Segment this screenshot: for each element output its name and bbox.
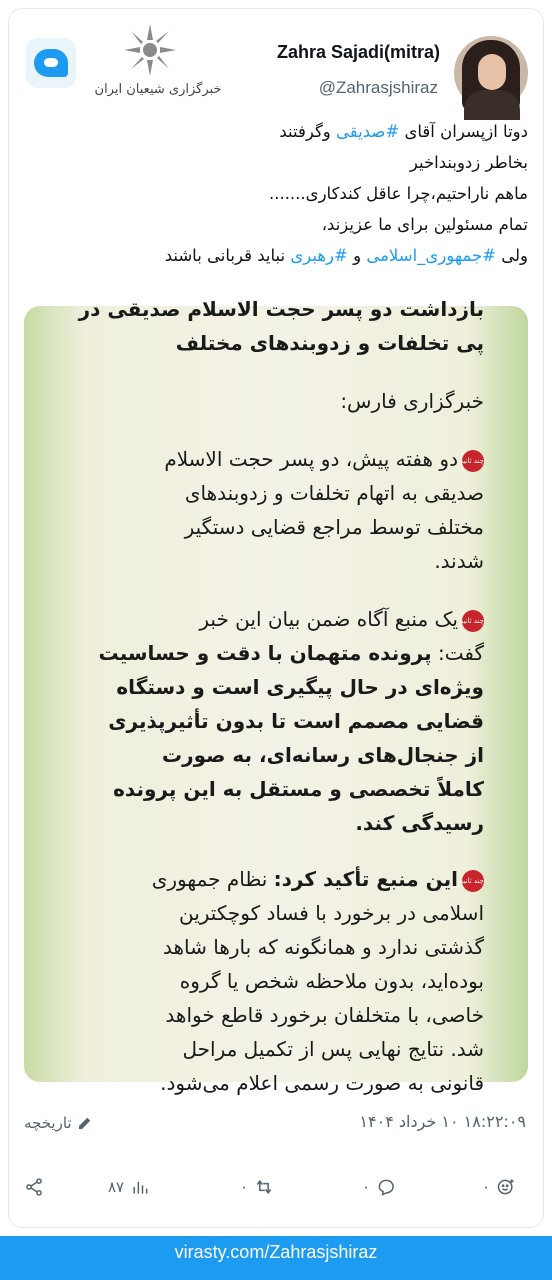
image-paragraph-3 — [68, 862, 484, 1100]
tweet-text — [24, 116, 528, 271]
paragraph-line: از جنجال‌های رسانه‌ای، به صورت — [161, 743, 484, 767]
tweet-text-segment: تمام مسئولین برای ما عزیزند، — [321, 215, 528, 234]
retweet-button[interactable] — [240, 1172, 274, 1202]
tweet-text-segment: نباید قربانی باشند — [164, 246, 291, 265]
paragraph-bold: این منبع تأکید کرد: — [273, 867, 458, 891]
reaction-smiley-icon — [496, 1177, 516, 1197]
paragraph-line: کاملاً تخصصی و مستقل به این پرونده — [113, 777, 484, 801]
image-headline — [68, 292, 484, 360]
tweet-line — [24, 209, 528, 240]
paragraph-bold: پرونده متهمان با دقت و حساسیت — [98, 641, 432, 665]
pencil-icon — [76, 1114, 94, 1132]
tweet-text-segment: و — [347, 246, 367, 265]
paragraph-line: اسلامی در برخورد با فساد کوچکترین — [178, 901, 484, 925]
views-counter[interactable] — [108, 1172, 150, 1202]
paragraph-line: رسیدگی کند. — [355, 811, 484, 835]
headline-line: پی تخلفات و زدوبندهای مختلف — [175, 331, 484, 355]
like-button[interactable] — [482, 1172, 516, 1202]
image-source — [68, 384, 484, 418]
paragraph-line: شد. نتایج نهایی پس از تکمیل مراحل — [182, 1037, 484, 1061]
author-handle[interactable]: @Zahrasjshiraz — [318, 78, 438, 97]
paragraph-line: قانونی به صورت رسمی اعلام می‌شود. — [160, 1071, 484, 1095]
tweet-text-segment: ماهم ناراحتیم،چرا عاقل کندکاری....... — [268, 184, 528, 203]
share-button[interactable] — [24, 1172, 44, 1202]
footer-link[interactable] — [0, 1236, 552, 1280]
paragraph-line: قضایی مصمم است تا بدون تأثیرپذیری — [108, 709, 484, 733]
footer-url[interactable]: virasty.com/Zahrasjshiraz — [174, 1242, 378, 1262]
tweet-text-segment: ولی — [496, 246, 528, 265]
paragraph-line: صدیقی به اتهام تخلفات و زدوبندهای — [184, 481, 484, 505]
badge-icon: چند ثانیه — [462, 870, 484, 892]
tweet-line — [24, 147, 528, 178]
edit-history-button[interactable] — [24, 1114, 94, 1132]
retweet-icon — [254, 1177, 274, 1197]
retweet-count: ۰ — [240, 1178, 249, 1196]
headline-line: بازداشت دو پسر حجت الاسلام صدیقی در — [78, 297, 484, 321]
app-logo-icon[interactable] — [26, 38, 76, 88]
paragraph-line: یک منبع آگاه ضمن بیان این خبر — [199, 607, 458, 631]
paragraph-text: گفت: — [431, 641, 484, 665]
agency-logo-text: خبرگزاری شیعیان ایران — [94, 82, 222, 97]
tweet-text-segment: وگرفتند — [279, 122, 337, 141]
agency-logo — [88, 22, 228, 112]
tweet-text-segment: بخاطر زدوبنداخیر — [409, 153, 528, 172]
paragraph-line: دو هفته پیش، دو پسر حجت الاسلام — [164, 447, 458, 471]
tweet-line — [24, 178, 528, 209]
reply-count: ۰ — [362, 1178, 371, 1196]
views-chart-icon — [130, 1177, 150, 1197]
source-label: خبرگزاری فارس: — [340, 389, 484, 413]
hashtag-link[interactable]: #جمهوری_اسلامی — [366, 246, 496, 265]
like-count: ۰ — [482, 1178, 491, 1196]
badge-icon: چند ثانیه — [462, 610, 484, 632]
tweet-image[interactable] — [24, 297, 528, 1095]
views-count: ۸۷ — [108, 1178, 125, 1196]
hashtag-link[interactable]: #صدیقی — [336, 122, 400, 141]
image-paragraph-2 — [68, 602, 484, 840]
badge-icon: چند ثانیه — [462, 450, 484, 472]
timestamp: ۱۸:۲۲:۰۹ ۱۰ خرداد ۱۴۰۴ — [359, 1112, 526, 1131]
share-icon — [24, 1177, 44, 1197]
paragraph-line: ویژه‌ای در حال پیگیری است و دستگاه — [116, 675, 484, 699]
hashtag-link[interactable]: #رهبری — [290, 246, 348, 265]
tweet-text-segment: دوتا ازپسران آقای — [399, 122, 528, 141]
paragraph-line: گذشتی ندارد و همانگونه که بارها شاهد — [162, 935, 484, 959]
paragraph-text: نظام جمهوری — [151, 867, 274, 891]
paragraph-line: بوده‌اید، بدون ملاحظه شخص یا گروه — [179, 969, 484, 993]
sunburst-logo-icon — [122, 22, 178, 78]
reply-button[interactable] — [362, 1172, 396, 1202]
comment-icon — [376, 1177, 396, 1197]
tweet-line — [24, 240, 528, 271]
edit-history-label: تاریخچه — [24, 1114, 72, 1132]
avatar[interactable] — [454, 36, 528, 110]
paragraph-line: خاصی، با متخلفان برخورد قاطع خواهد — [165, 1003, 484, 1027]
tweet-line — [24, 116, 528, 147]
action-bar — [24, 1172, 528, 1202]
paragraph-line: مختلف توسط مراجع قضایی دستگیر — [184, 515, 484, 539]
paragraph-line: شدند. — [434, 549, 484, 573]
author-name[interactable]: Zahra Sajadi(mitra) — [276, 42, 440, 62]
image-paragraph-1 — [68, 442, 484, 578]
